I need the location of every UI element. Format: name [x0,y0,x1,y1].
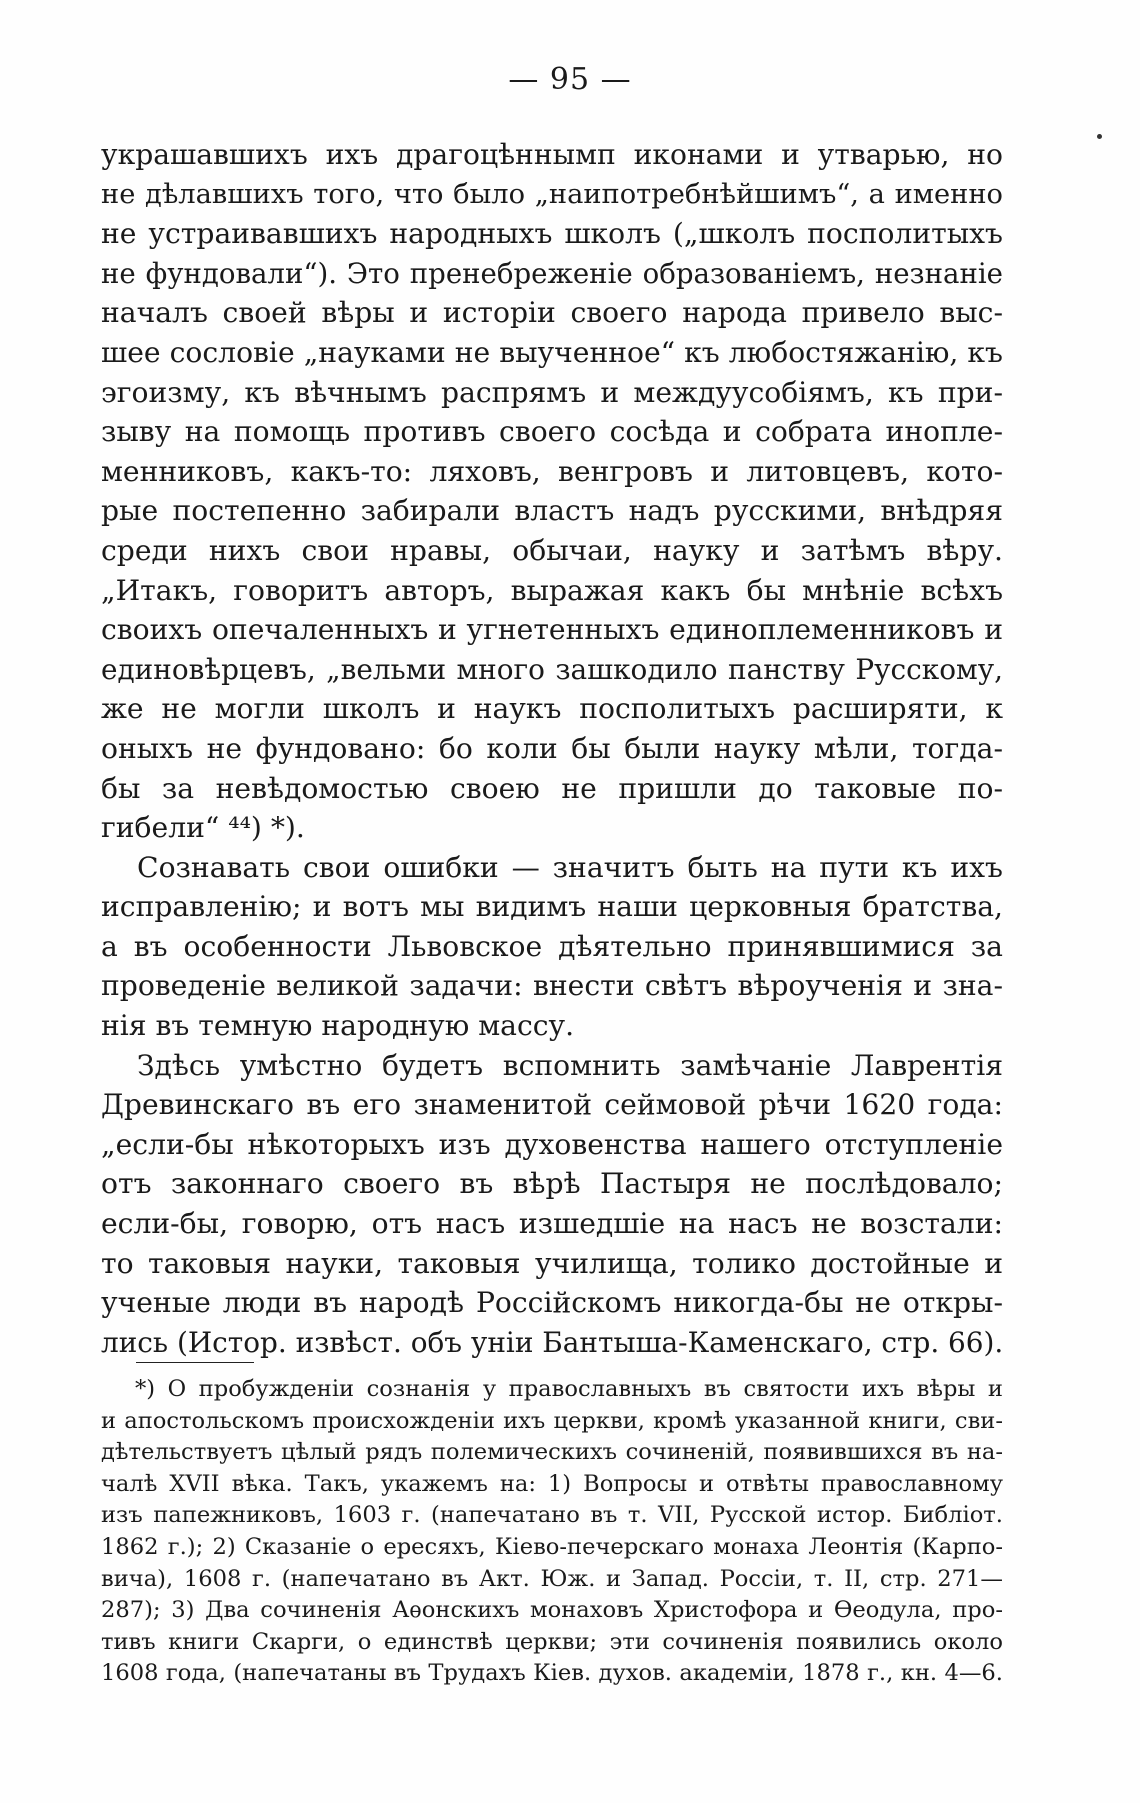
text-line: началъ своей вѣры и исторіи своего народа привело выс- [101,296,1003,330]
text-line: Сознавать свои ошибки — значитъ быть на пути къ ихъ [137,850,1003,884]
text-line: Древинскаго въ его знаменитой сеймовой рѣчи 1620 года: [101,1088,1003,1122]
page-number: — 95 — [508,62,632,97]
text-line: лись (Истор. извѣст. объ уніи Бантыша-Каменскаго, стр. 66). [101,1325,1004,1359]
text-line: эгоизму, къ вѣчнымъ распрямъ и междуусобіямъ, къ при- [101,375,1003,409]
text-line: же не могли школъ и наукъ посполитыхъ расширяти, к [101,692,1003,726]
footnote-line: дѣтельствуетъ цѣлый рядъ полемическихъ сочиненій, появившихся въ на- [101,1439,1003,1466]
footnote-line: 1608 года, (напечатаны въ Трудахъ Кіев. духов. академіи, 1878 г., кн. 4—6. [101,1660,1003,1687]
footnote-line: изъ папежниковъ, 1603 г. (напечатано въ т. VII, Русской истор. Библіот. [101,1502,1003,1529]
text-line: если-бы, говорю, отъ насъ изшедшіе на насъ не возстали: [101,1207,1003,1241]
text-line: нія въ темную народную массу. [101,1009,575,1043]
main-text [101,135,1003,1362]
text-line: не фундовали“). Это пренебреженіе образованіемъ, незнаніе [101,256,1003,290]
text-line: исправленію; и вотъ мы видимъ наши церковныя братства, [101,890,1003,924]
text-line: рые постепенно забирали властъ надъ русскими, внѣдряя [101,494,1003,528]
text-line: ученые люди въ народѣ Россійскомъ никогда-бы не откры- [101,1286,1003,1320]
text-line: Здѣсь умѣстно будетъ вспомнить замѣчаніе Лаврентія [137,1048,1003,1082]
text-line: среди нихъ свои нравы, обычаи, науку и затѣмъ вѣру. [101,533,1003,567]
text-line: отъ законнаго своего въ вѣрѣ Пастыря не послѣдовало; [101,1167,1003,1201]
text-line: бы за невѣдомостью своею не пришли до таковые по- [101,771,1003,805]
text-line: оныхъ не фундовано: бо коли бы были науку мѣли, тогда- [101,731,1003,765]
footnote-line: тивъ книги Скарги, о единствѣ церкви; эти сочиненія появились около [101,1628,1003,1655]
text-line: „Итакъ, говоритъ авторъ, выражая какъ бы мнѣніе всѣхъ [101,573,1003,607]
footnote-line: 1862 г.); 2) Сказаніе о ересяхъ, Кіево-печерскаго монаха Леонтія (Карпо- [101,1533,1003,1560]
text-line: „если-бы нѣкоторыхъ изъ духовенства нашего отступленіе [101,1127,1003,1161]
text-line: единовѣрцевъ, „вельми много зашкодило панству Русскому, [101,652,1003,686]
text-line: гибели“ ⁴⁴) *). [101,811,305,845]
text-line: не дѣлавшихъ того, что было „наипотребнѣйшимъ“, а именно [101,178,1003,210]
footnote-separator [136,1362,254,1363]
text-line: то таковыя науки, таковыя училища, толико достойные и [101,1246,1003,1280]
text-line: не устраивавшихъ народныхъ школъ („школъ посполитыхъ [101,217,1003,251]
footnote-line: вича), 1608 г. (напечатано въ Акт. Юж. и Запад. Россіи, т. II, стр. 271— [101,1565,1003,1592]
footnote-line: и апостольскомъ происхожденіи ихъ церкви, кромѣ указанной книги, сви- [101,1407,1003,1434]
margin-speck [1097,134,1102,139]
footnote-line: 287); 3) Два сочиненія Аѳонскихъ монаховъ Христофора и Ѳеодула, про- [101,1597,1003,1624]
text-line: а въ особенности Львовское дѣятельно принявшимися за [101,929,1003,963]
footnote-line: *) О пробужденіи сознанія у православныхъ въ святости ихъ вѣры и [135,1376,1003,1402]
text-line: украшавшихъ ихъ драгоцѣннымп иконами и утварью, но [101,138,1003,171]
text-line: своихъ опечаленныхъ и угнетенныхъ единоплеменниковъ и [101,613,1003,647]
text-line: шее сословіе „науками не выученное“ къ любостяжанію, къ [101,335,1003,369]
text-line: зыву на помощь противъ своего сосѣда и собрата инопле- [101,415,1003,449]
text-line: проведеніе великой задачи: внести свѣтъ вѣроученія и зна- [101,969,1003,1003]
text-line: менниковъ, какъ-то: ляховъ, венгровъ и литовцевъ, кото- [101,454,1003,488]
footnote-line: чалѣ XVII вѣка. Такъ, укажемъ на: 1) Вопросы и отвѣты православному [101,1470,1003,1497]
footnote [101,1374,1003,1690]
